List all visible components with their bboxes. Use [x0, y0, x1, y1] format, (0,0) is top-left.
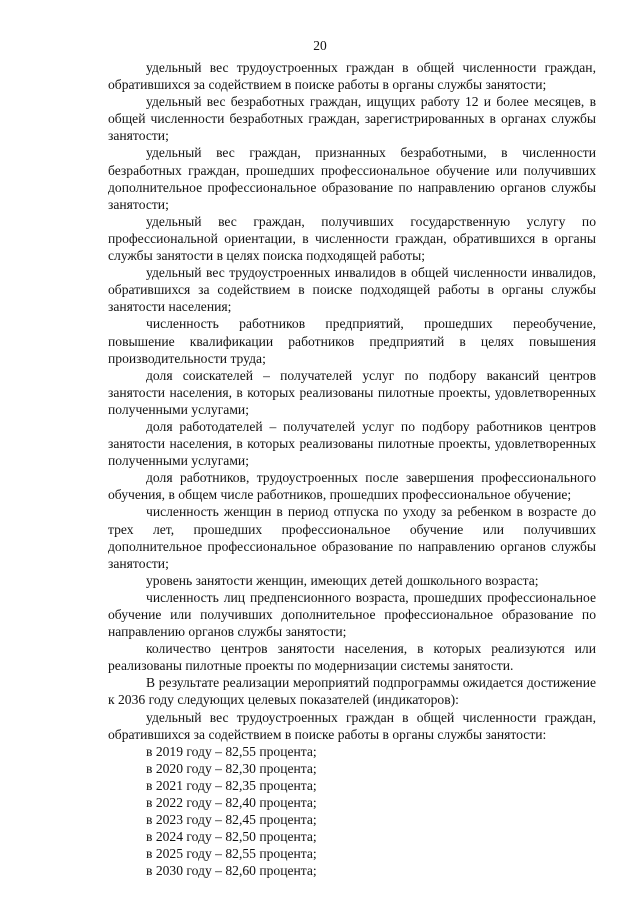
paragraph: доля работников, трудоустроенных после завершения профессионального обучения, в общем числе работников, прошедших профессиональное обучение;	[108, 470, 596, 503]
paragraph: удельный вес трудоустроенных граждан в общей численности граждан, обратившихся за содействием в поиске работы в органы службы занятости;	[108, 60, 596, 93]
paragraph: доля работодателей – получателей услуг по подбору работников центров занятости населения, в которых реализованы пилотные проекты, удовлетворенных полученными услугами;	[108, 418, 596, 469]
paragraph: численность женщин в период отпуска по уходу за ребенком в возрасте до трех лет, прошедших профессиональное обучение или получивших дополнительное профессиональное образование по направлению органов службы занятости;	[108, 504, 596, 571]
year-indicator-list	[108, 743, 596, 880]
paragraph: доля соискателей – получателей услуг по подбору вакансий центров занятости населения, в которых реализованы пилотные проекты, удовлетворенных полученными услугами;	[108, 367, 596, 417]
paragraph: численность лиц предпенсионного возраста, прошедших профессиональное обучение или получивших дополнительное профессиональное образование по направлению органов службы занятости;	[108, 589, 596, 640]
year-indicator-item: в 2024 году – 82,50 процента;	[146, 829, 317, 845]
year-indicator-item: в 2019 году – 82,55 процента;	[146, 743, 317, 759]
paragraph: удельный вес граждан, получивших государственную услугу по профессиональной ориентации, в численности граждан, обратившихся в органы службы занятости в целях поиска подходящей работы;	[108, 213, 596, 264]
paragraph: удельный вес безработных граждан, ищущих работу 12 и более месяцев, в общей численности безработных граждан, зарегистрированных в органах службы занятости;	[108, 94, 596, 144]
year-indicator-item: в 2030 году – 82,60 процента;	[146, 863, 317, 879]
paragraph: удельный вес граждан, признанных безработными, в численности безработных граждан, прошедших профессиональное обучение или получивших дополнительное профессиональное образование по направлению органов службы занятости;	[108, 145, 596, 212]
year-indicator-item: в 2023 году – 82,45 процента;	[146, 812, 317, 828]
paragraph: количество центров занятости населения, в которых реализуются или реализованы пилотные проекты по модернизации системы занятости.	[108, 641, 596, 674]
paragraph: В результате реализации мероприятий подпрограммы ожидается достижение к 2036 году следующих целевых показателей (индикаторов):	[108, 675, 596, 708]
paragraph: численность работников предприятий, прошедших переобучение, повышение квалификации работников предприятий в целях повышения производительности труда;	[108, 316, 596, 366]
page-number: 20	[313, 38, 327, 53]
year-indicator-item: в 2025 году – 82,55 процента;	[146, 846, 317, 862]
paragraph: удельный вес трудоустроенных граждан в общей численности граждан, обратившихся за содействием в поиске работы в органы службы занятости:	[108, 709, 596, 742]
year-indicator-item: в 2020 году – 82,30 процента;	[146, 760, 317, 776]
document-body	[108, 59, 596, 880]
paragraph: удельный вес трудоустроенных инвалидов в общей численности инвалидов, обратившихся за содействием в поиске подходящей работы в органы службы занятости населения;	[108, 265, 596, 315]
year-indicator-item: в 2022 году – 82,40 процента;	[146, 795, 317, 811]
paragraph: уровень занятости женщин, имеющих детей дошкольного возраста;	[146, 572, 539, 588]
year-indicator-item: в 2021 году – 82,35 процента;	[146, 777, 317, 793]
